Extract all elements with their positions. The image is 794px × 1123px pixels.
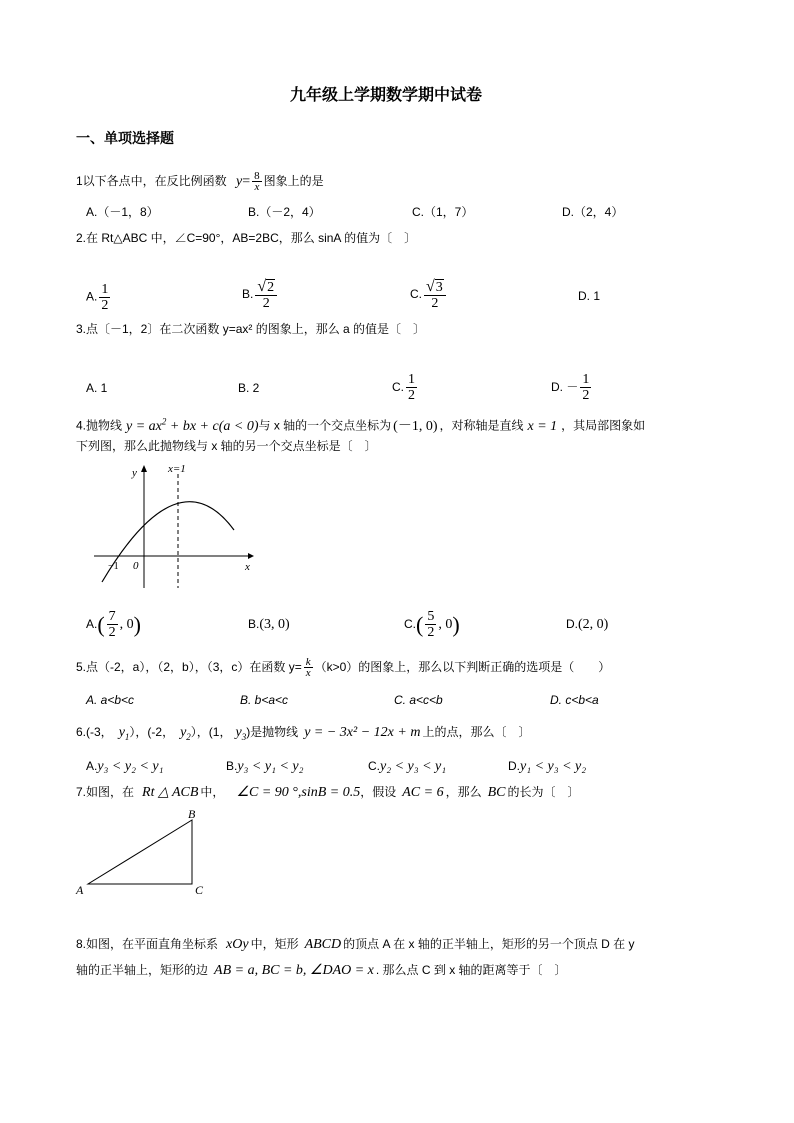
q6-d-label: D. [508,759,520,773]
q4-a-den: 2 [108,625,116,641]
q6-text-d: )是抛物线 [246,725,299,739]
q7-text-b: 中， [200,785,225,799]
question-2-stem: 2.在 Rt△ABC 中，∠C=90°，AB=2BC，那么 sinA 的值为〔 〕 [76,231,417,245]
q7-eq2: ∠C = 90 ° [236,785,298,800]
q1-frac-den: x [254,181,260,194]
q2-a-num: 1 [101,282,109,297]
q4-c-fraction [425,609,436,640]
question-6-stem [76,722,530,747]
q1-eq-sign: = [242,174,251,189]
q6-text-c: ），(1， [190,725,232,739]
q4-y-label: y [132,467,137,479]
q7-text-a: 7.如图，在 [76,785,135,799]
q7-text-c: ，假设 [360,785,397,799]
q6-option-a[interactable] [86,758,163,775]
q6-a-eq: y₃ < y₂ < y₁ [97,759,164,774]
q7-triangle [88,820,192,884]
q2-c-fraction [424,279,446,311]
q1-frac-num: 8 [254,170,260,183]
q4-a-label: A. [86,617,98,631]
q1-text-b: 图象上的是 [263,174,324,188]
q2-option-b[interactable] [242,278,279,311]
q2-b-fraction [255,279,277,311]
q7-label-b: B [188,807,196,821]
q4-c-tail: , 0 [438,617,453,632]
question-8-stem [76,934,635,955]
q4-a-fraction [107,609,118,640]
question-7-stem [76,782,580,803]
q7-text-e: 的长为〔 〕 [507,785,580,799]
q8-text-a: 8.如图，在平面直角坐标系 [76,937,219,951]
q3-c-den: 2 [408,388,415,404]
q1-option-b[interactable]: B.（－2，4） [248,205,321,219]
q7-triangle-figure [72,806,212,898]
question-5-stem [76,656,610,678]
q4-c-label: C. [404,617,416,631]
q7-eq4: AC = 6 [402,785,444,800]
q2-c-den: 2 [431,295,439,311]
q6-b-label: B. [226,759,238,773]
q2-a-den: 2 [101,298,109,313]
q4-axis-label: x=1 [168,463,186,475]
q1-option-c[interactable]: C.（1，7） [412,205,474,219]
q4-eq3: x = 1 [527,418,558,434]
q5-option-c[interactable]: C. a<c<b [394,693,443,707]
q2-b-sqrt: √ 2 [255,279,277,296]
q4-c-rparen: ) [452,611,460,637]
q4-eq1-tail: + bx + c(a < 0) [166,418,259,434]
q3-option-c[interactable] [392,372,419,403]
q4-a-lparen: ( [97,611,105,637]
q3-c-num: 1 [408,372,415,388]
q4-eq1 [126,416,259,434]
q7-text-d: ，那么 [445,785,482,799]
q1-fraction [252,171,262,192]
q7-label-c: C [195,883,204,897]
q3-d-fraction [580,372,591,403]
question-8-line2 [76,960,567,981]
question-1-stem [76,171,324,192]
q3-d-den: 2 [582,388,590,404]
q4-a-tail: , 0 [119,617,134,632]
q7-label-a: A [76,883,84,897]
q6-b-eq: y₃ < y₁ < y₂ [237,759,304,774]
q4-y-arrow [141,465,147,472]
q5-text-a: 5.点（-2，a），（2，b），（3，c）在函数 y= [76,660,302,674]
q7-eq1: Rt △ ACB [142,785,199,800]
question-4-line2: 下列图，那么此抛物线与 x 轴的另一个交点坐标是〔 〕 [76,439,377,453]
q8-eq1: xOy [226,937,249,952]
q2-option-d[interactable]: D. 1 [578,289,601,303]
q2-a-fraction [99,282,110,313]
q5-option-a[interactable]: A. a<b<c [86,693,135,707]
q6-y2: $y_2$ [180,725,191,742]
q8-text-b: 中，矩形 [250,937,299,951]
q7-eq5: BC [487,785,506,800]
q4-eq2: (－1, 0) [393,418,438,434]
q4-eq1-main: y = ax [126,418,162,434]
q2-c-radicand: 3 [435,279,443,295]
q2-option-a[interactable] [86,282,112,313]
q8-eq3: AB = a, BC = b, ∠DAO = x [214,963,374,978]
q2-c-label: C. [410,287,422,301]
q8-eq2: ABCD [304,937,342,952]
q2-a-label: A. [86,289,98,304]
q1-text-a: 1以下各点中，在反比例函数 [76,174,227,188]
q6-text-e: 上的点，那么〔 〕 [422,725,531,739]
q8-line2-text-b: . 那么点 C 到 x 轴的距离等于〔 〕 [375,963,567,977]
q4-a-rparen: ) [133,611,141,637]
q3-d-label: D. － [551,380,579,394]
q4-parabola-graph [88,460,258,590]
q4-text-b: 与 x 轴的一个交点坐标为 [258,418,392,433]
q4-c-num: 5 [427,609,435,625]
q8-line2-text-a: 轴的正半轴上，矩形的边 [76,963,209,977]
q5-option-b[interactable]: B. b<a<c [240,693,289,707]
q6-y3-var: y [235,725,242,740]
q4-x-label: x [245,561,250,573]
q4-option-a[interactable] [86,608,141,641]
q6-c-eq: y₂ < y₃ < y₁ [380,759,447,774]
q3-c-fraction [406,372,417,403]
q6-option-b[interactable] [226,758,303,775]
q6-option-c[interactable] [368,758,446,775]
q6-d-eq: y₁ < y₃ < y₂ [520,759,587,774]
q2-b-den: 2 [262,295,270,311]
q3-option-a[interactable]: A. 1 [86,381,108,395]
q2-c-sqrt: √ 3 [424,279,446,296]
q2-b-label: B. [242,287,254,301]
q6-text-b: ），(-2， [129,725,175,739]
q7-eq3: ,sinB = 0.5 [297,785,361,800]
q6-c-label: C. [368,759,380,773]
q5-frac-den: x [305,667,311,680]
q5-option-d[interactable]: D. c<b<a [550,693,599,707]
q2-option-c[interactable] [410,278,448,311]
q3-option-d[interactable] [551,372,593,403]
question-3-stem: 3.点〔－1，2〕在二次函数 y=ax² 的图象上，那么 a 的值是〔 〕 [76,322,426,336]
q6-a-label: A. [86,759,98,773]
q6-y2-var: y [180,725,187,740]
question-4-stem [76,411,645,437]
q4-b-value: (3, 0) [259,617,290,632]
q6-option-d[interactable] [508,758,586,775]
q4-text-a: 4.抛物线 [76,418,123,433]
q4-x-arrow [248,553,254,559]
q5-text-b: （k>0）的图象上，那么以下判断正确的选项是（ ） [314,660,611,674]
q1-eq-y: y [236,174,243,189]
q4-b-label: B. [248,617,260,631]
q4-option-c[interactable] [404,608,460,641]
q3-c-label: C. [392,380,404,394]
page-title: 九年级上学期数学期中试卷 [290,87,483,104]
q4-text-d: ，其局部图象如 [561,418,646,433]
q4-a-num: 7 [108,609,116,625]
q1-option-d[interactable]: D.（2，4） [562,205,624,219]
q6-text-a: 6.(-3， [76,725,113,739]
q5-frac-num: k [305,656,311,669]
q6-y1: $y_1$ [118,725,130,742]
q3-option-b[interactable]: B. 2 [238,381,260,395]
q3-d-num: 1 [582,372,590,388]
q4-d-value: (2, 0) [578,617,609,632]
q1-option-a[interactable]: A.（－1，8） [86,205,159,219]
q4-c-den: 2 [427,625,435,641]
q5-fraction [304,657,313,678]
q4-neg-one-label: −1 [108,561,119,572]
q4-d-label: D. [566,617,578,631]
q4-origin-label: 0 [133,560,139,572]
q4-c-lparen: ( [416,611,424,637]
q6-y1-var: y [118,725,125,740]
section-heading: 一、单项选择题 [76,130,174,146]
q2-b-radicand: 2 [267,279,275,295]
q4-option-d[interactable] [566,616,608,633]
q6-eq: y = − 3x² − 12x + m [304,725,421,740]
q4-eq1-sup: 2 [161,416,167,426]
q4-text-c: ，对称轴是直线 [439,418,524,433]
q6-y3: $y_3$ [235,725,247,742]
q8-text-c: 的顶点 A 在 x 轴的正半轴上，矩形的另一个顶点 D 在 y [343,937,635,951]
q4-option-b[interactable] [248,616,290,633]
q4-parabola-curve [102,502,234,582]
